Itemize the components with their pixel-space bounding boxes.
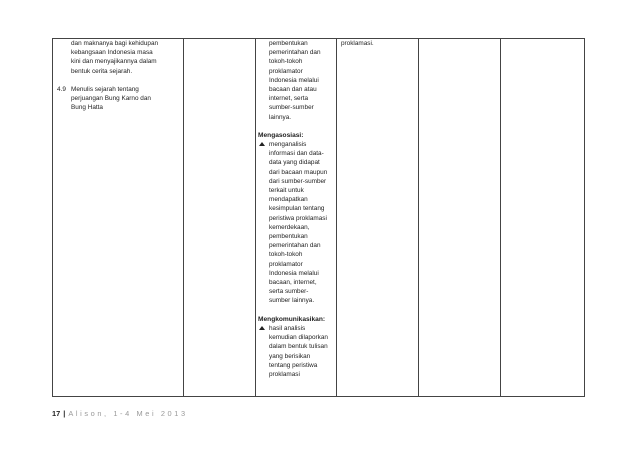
learning-text-line: Indonesia melalui (269, 76, 319, 84)
learning-text-line: bacaan dan atau (269, 86, 317, 94)
bullet-item (258, 324, 334, 379)
learning-text-line: pemerintahan dan (269, 242, 321, 250)
section-heading-mengasosiasi: Mengasosiasi: (258, 131, 304, 139)
kd-column (57, 39, 181, 112)
learning-text-line: proklamator (269, 260, 303, 268)
kd-continuation (71, 39, 181, 76)
footer-author: Alison, 1-4 Mei 2013 (68, 409, 188, 418)
column-divider (336, 39, 337, 396)
learning-text-line: dari bacaan maupun (269, 168, 328, 176)
kd-item (57, 85, 181, 113)
page-footer (52, 409, 188, 418)
learning-text-line: serta sumber- (269, 288, 309, 296)
kd-text-line: Menulis sejarah tentang (71, 85, 139, 93)
kd-text-line: perjuangan Bung Karno dan (71, 95, 151, 103)
learning-text-line: hasil analisis (269, 324, 306, 332)
learning-text-line: pembentukan (269, 40, 308, 47)
column-divider (255, 39, 256, 396)
learning-text-line: informasi dan data- (269, 150, 324, 158)
learning-text-line: kemudian dilaporkan (269, 334, 328, 342)
learning-text-line: kemerdekaan, (269, 223, 310, 231)
learning-text-line: lainnya. (269, 113, 292, 121)
learning-continuation (258, 39, 334, 122)
learning-text-line: internet, serta (269, 95, 309, 103)
learning-text-line: dari sumber-sumber (269, 177, 327, 185)
learning-activities-column (258, 39, 334, 379)
learning-text-line: dalam bentuk tulisan (269, 343, 328, 351)
kd-text-line: bentuk cerita sejarah. (71, 67, 133, 75)
learning-text-line: sumber lainnya. (269, 297, 315, 305)
learning-text-line: tentang peristiwa (269, 361, 318, 369)
learning-text-line: pembentukan (269, 233, 308, 241)
learning-text-line: bacaan, internet, (269, 279, 317, 287)
kd-text-line: kebangsaan Indonesia masa (71, 49, 153, 57)
learning-text-line: Indonesia melalui (269, 269, 319, 277)
learning-text-line: menganalisis (269, 141, 307, 149)
assessment-column (341, 39, 415, 48)
column-divider (418, 39, 419, 396)
learning-text-line: tokoh-tokoh (269, 58, 303, 66)
section-heading-mengkomunikasikan: Mengkomunikasikan: (258, 315, 326, 323)
column-divider (500, 39, 501, 396)
syllabus-table (52, 38, 585, 397)
learning-text-line: proklamasi (269, 370, 300, 378)
learning-text-line: terkait untuk (269, 187, 304, 195)
assessment-text-line: proklamasi. (341, 40, 374, 47)
kd-text-line: dan maknanya bagi kehidupan (71, 40, 159, 47)
bullet-item (258, 140, 334, 306)
learning-text-line: mendapatkan (269, 196, 308, 204)
learning-text-line: yang berisikan (269, 352, 311, 360)
kd-text-line: Bung Hatta (71, 104, 103, 112)
learning-text-line: proklamator (269, 67, 303, 75)
learning-text-line: peristiwa proklamasi (269, 214, 327, 222)
learning-text-line: kesimpulan tentang (269, 205, 325, 213)
kd-text-line: kini dan menyajikannya dalam (71, 58, 157, 66)
column-divider (183, 39, 184, 396)
kd-item-number: 4.9 (57, 85, 66, 93)
learning-text-line: data yang didapat (269, 159, 320, 167)
page-number: 17 (52, 409, 61, 418)
triangle-bullet-icon (259, 326, 265, 330)
learning-text-line: sumber-sumber (269, 104, 314, 112)
triangle-bullet-icon (259, 142, 265, 146)
learning-text-line: tokoh-tokoh (269, 251, 303, 259)
footer-separator: | (63, 409, 66, 418)
learning-text-line: pemerintahan dan (269, 49, 321, 57)
